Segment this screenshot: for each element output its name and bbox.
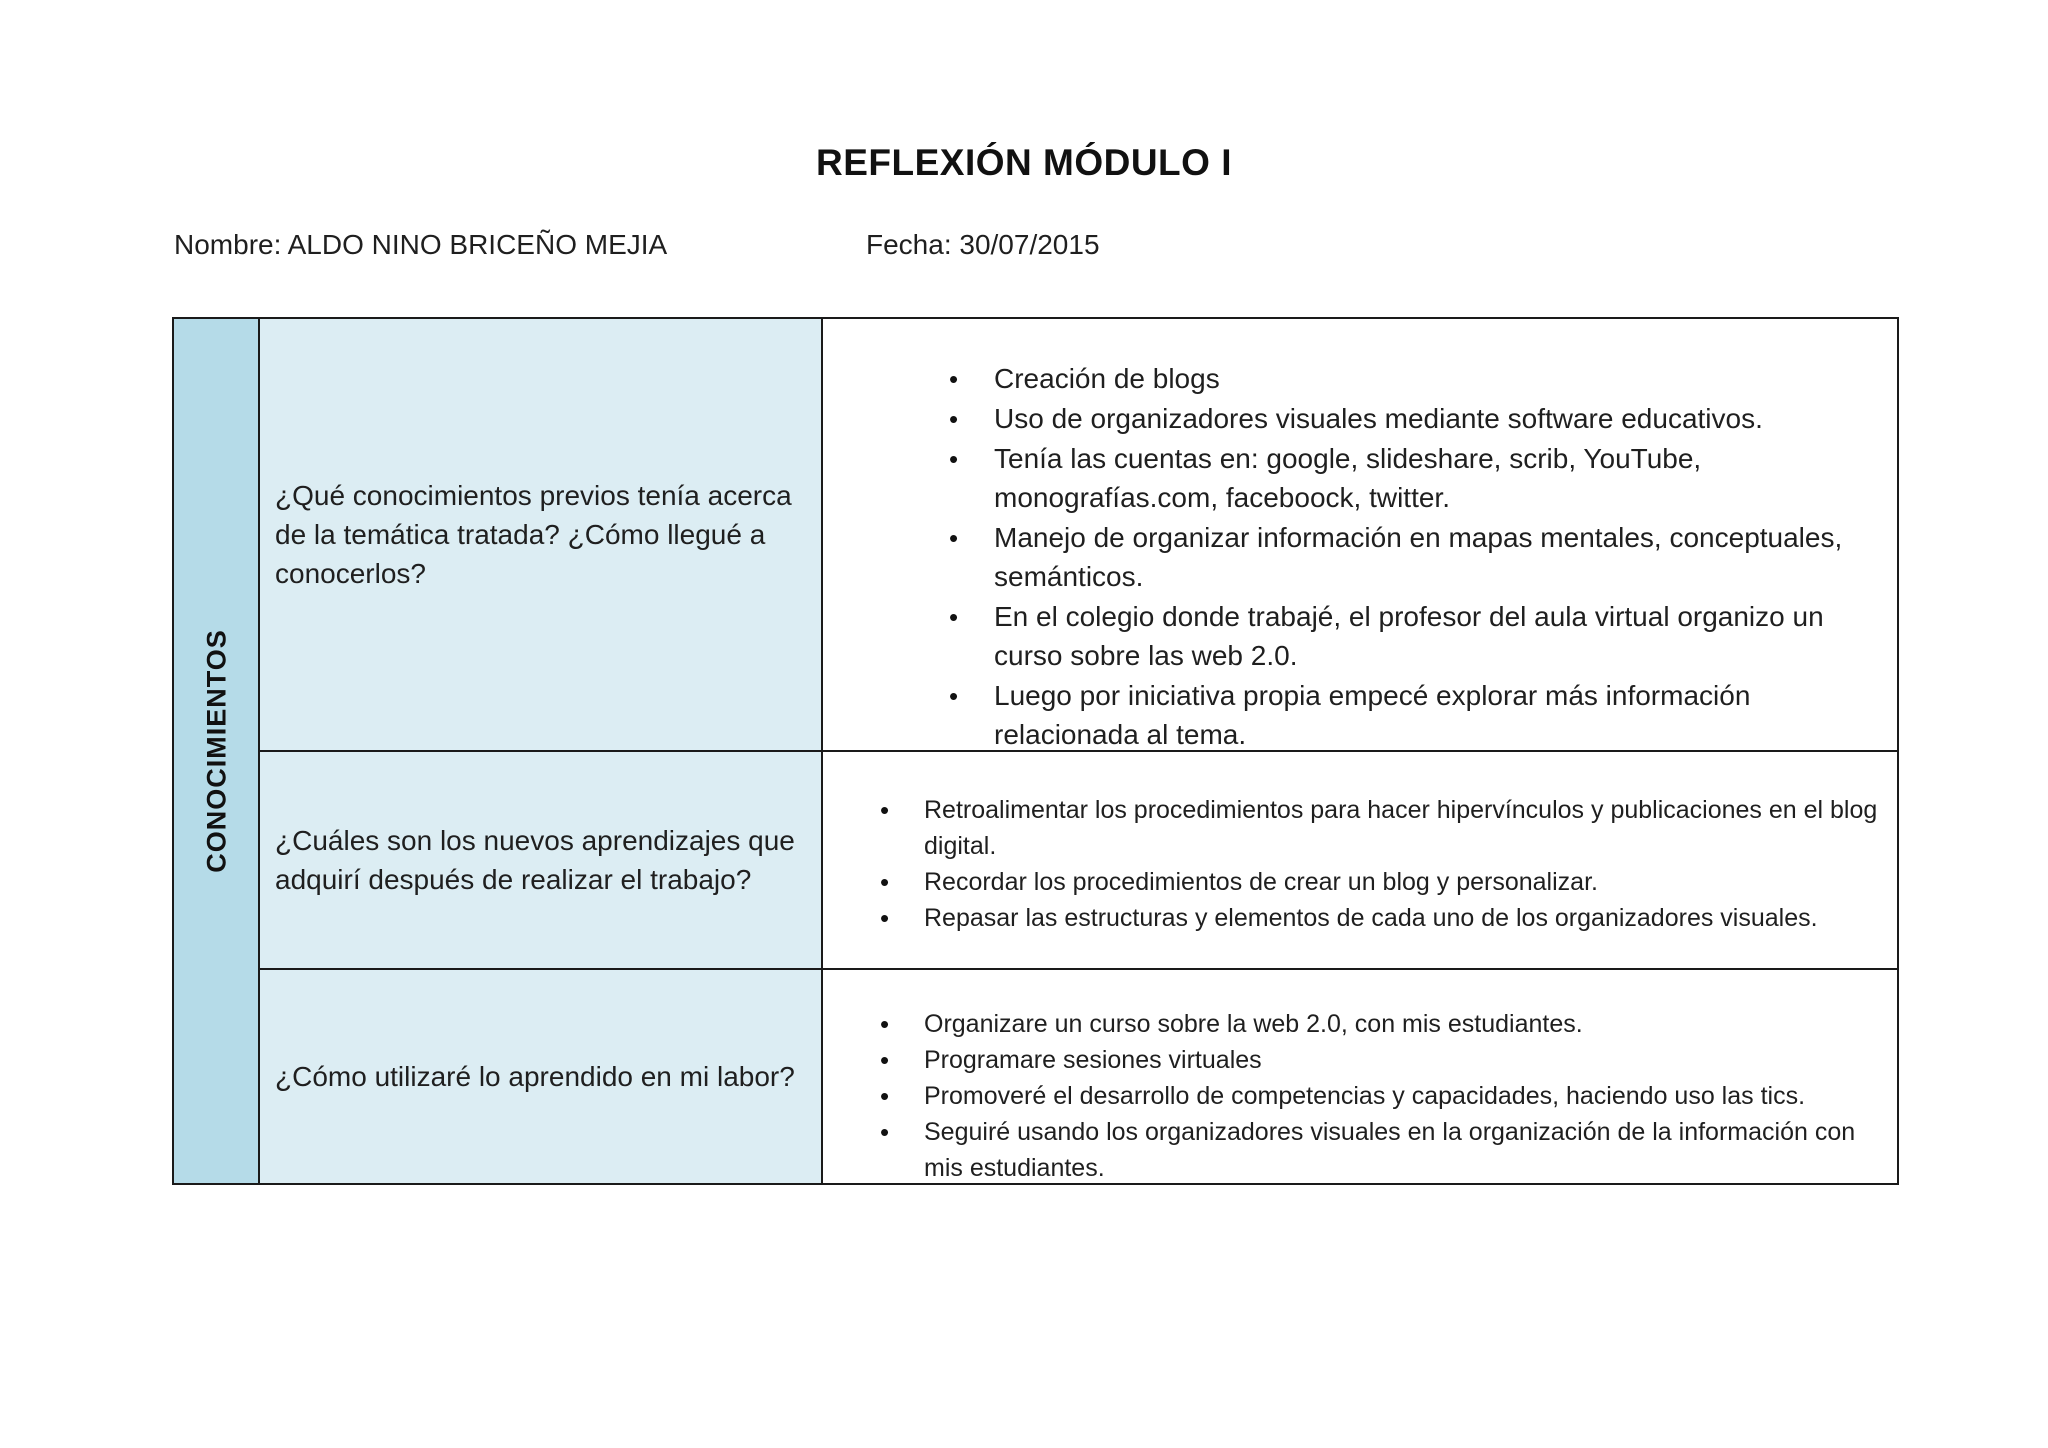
question-cell [260, 970, 823, 1183]
list-item: • En el colegio donde trabajé, el profesor del aula virtual organizo un curso sobre las web 2.0. [994, 597, 1884, 675]
question-text: ¿Qué conocimientos previos tenía acerca de la temática tratada? ¿Cómo llegué a conocerlos? [275, 480, 792, 589]
list-item: • Creación de blogs [994, 359, 1884, 398]
list-item: • Repasar las estructuras y elementos de cada uno de los organizadores visuales. [924, 900, 1889, 936]
table-row [260, 319, 1897, 752]
list-item: • Luego por iniciativa propia empecé explorar más información relacionada al tema. [994, 676, 1884, 754]
document-title: REFLEXIÓN MÓDULO I [816, 142, 1232, 183]
answer-cell [823, 752, 1897, 968]
category-column [174, 319, 260, 1183]
document-date: Fecha: 30/07/2015 [866, 229, 1100, 260]
question-cell [260, 752, 823, 968]
question-text: ¿Cómo utilizaré lo aprendido en mi labor? [275, 1061, 795, 1092]
table-row [260, 752, 1897, 970]
question-cell [260, 319, 823, 750]
answer-list [924, 792, 1889, 936]
list-item: • Seguiré usando los organizadores visuales en la organización de la información con mis estudiantes. [924, 1114, 1889, 1186]
list-item: • Programare sesiones virtuales [924, 1042, 1889, 1078]
answer-cell [823, 319, 1897, 750]
list-item: • Recordar los procedimientos de crear un blog y personalizar. [924, 864, 1889, 900]
list-item: • Retroalimentar los procedimientos para hacer hipervínculos y publicaciones en el blog digital. [924, 792, 1889, 864]
question-text: ¿Cuáles son los nuevos aprendizajes que adquirí después de realizar el trabajo? [275, 825, 795, 895]
list-item: • Manejo de organizar información en mapas mentales, conceptuales, semánticos. [994, 518, 1884, 596]
category-label: CONOCIMIENTOS [201, 629, 232, 873]
answer-list [924, 1006, 1889, 1186]
answer-list [994, 359, 1884, 755]
list-item: • Organizare un curso sobre la web 2.0, con mis estudiantes. [924, 1006, 1889, 1042]
list-item: • Uso de organizadores visuales mediante software educativos. [994, 399, 1884, 438]
list-item: • Promoveré el desarrollo de competencias y capacidades, haciendo uso las tics. [924, 1078, 1889, 1114]
answer-cell [823, 970, 1897, 1183]
list-item: • Tenía las cuentas en: google, slideshare, scrib, YouTube, monografías.com, faceboock, twitter. [994, 439, 1884, 517]
reflection-table [172, 317, 1899, 1185]
student-name: Nombre: ALDO NINO BRICEÑO MEJIA [174, 229, 668, 260]
table-row [260, 970, 1897, 1183]
